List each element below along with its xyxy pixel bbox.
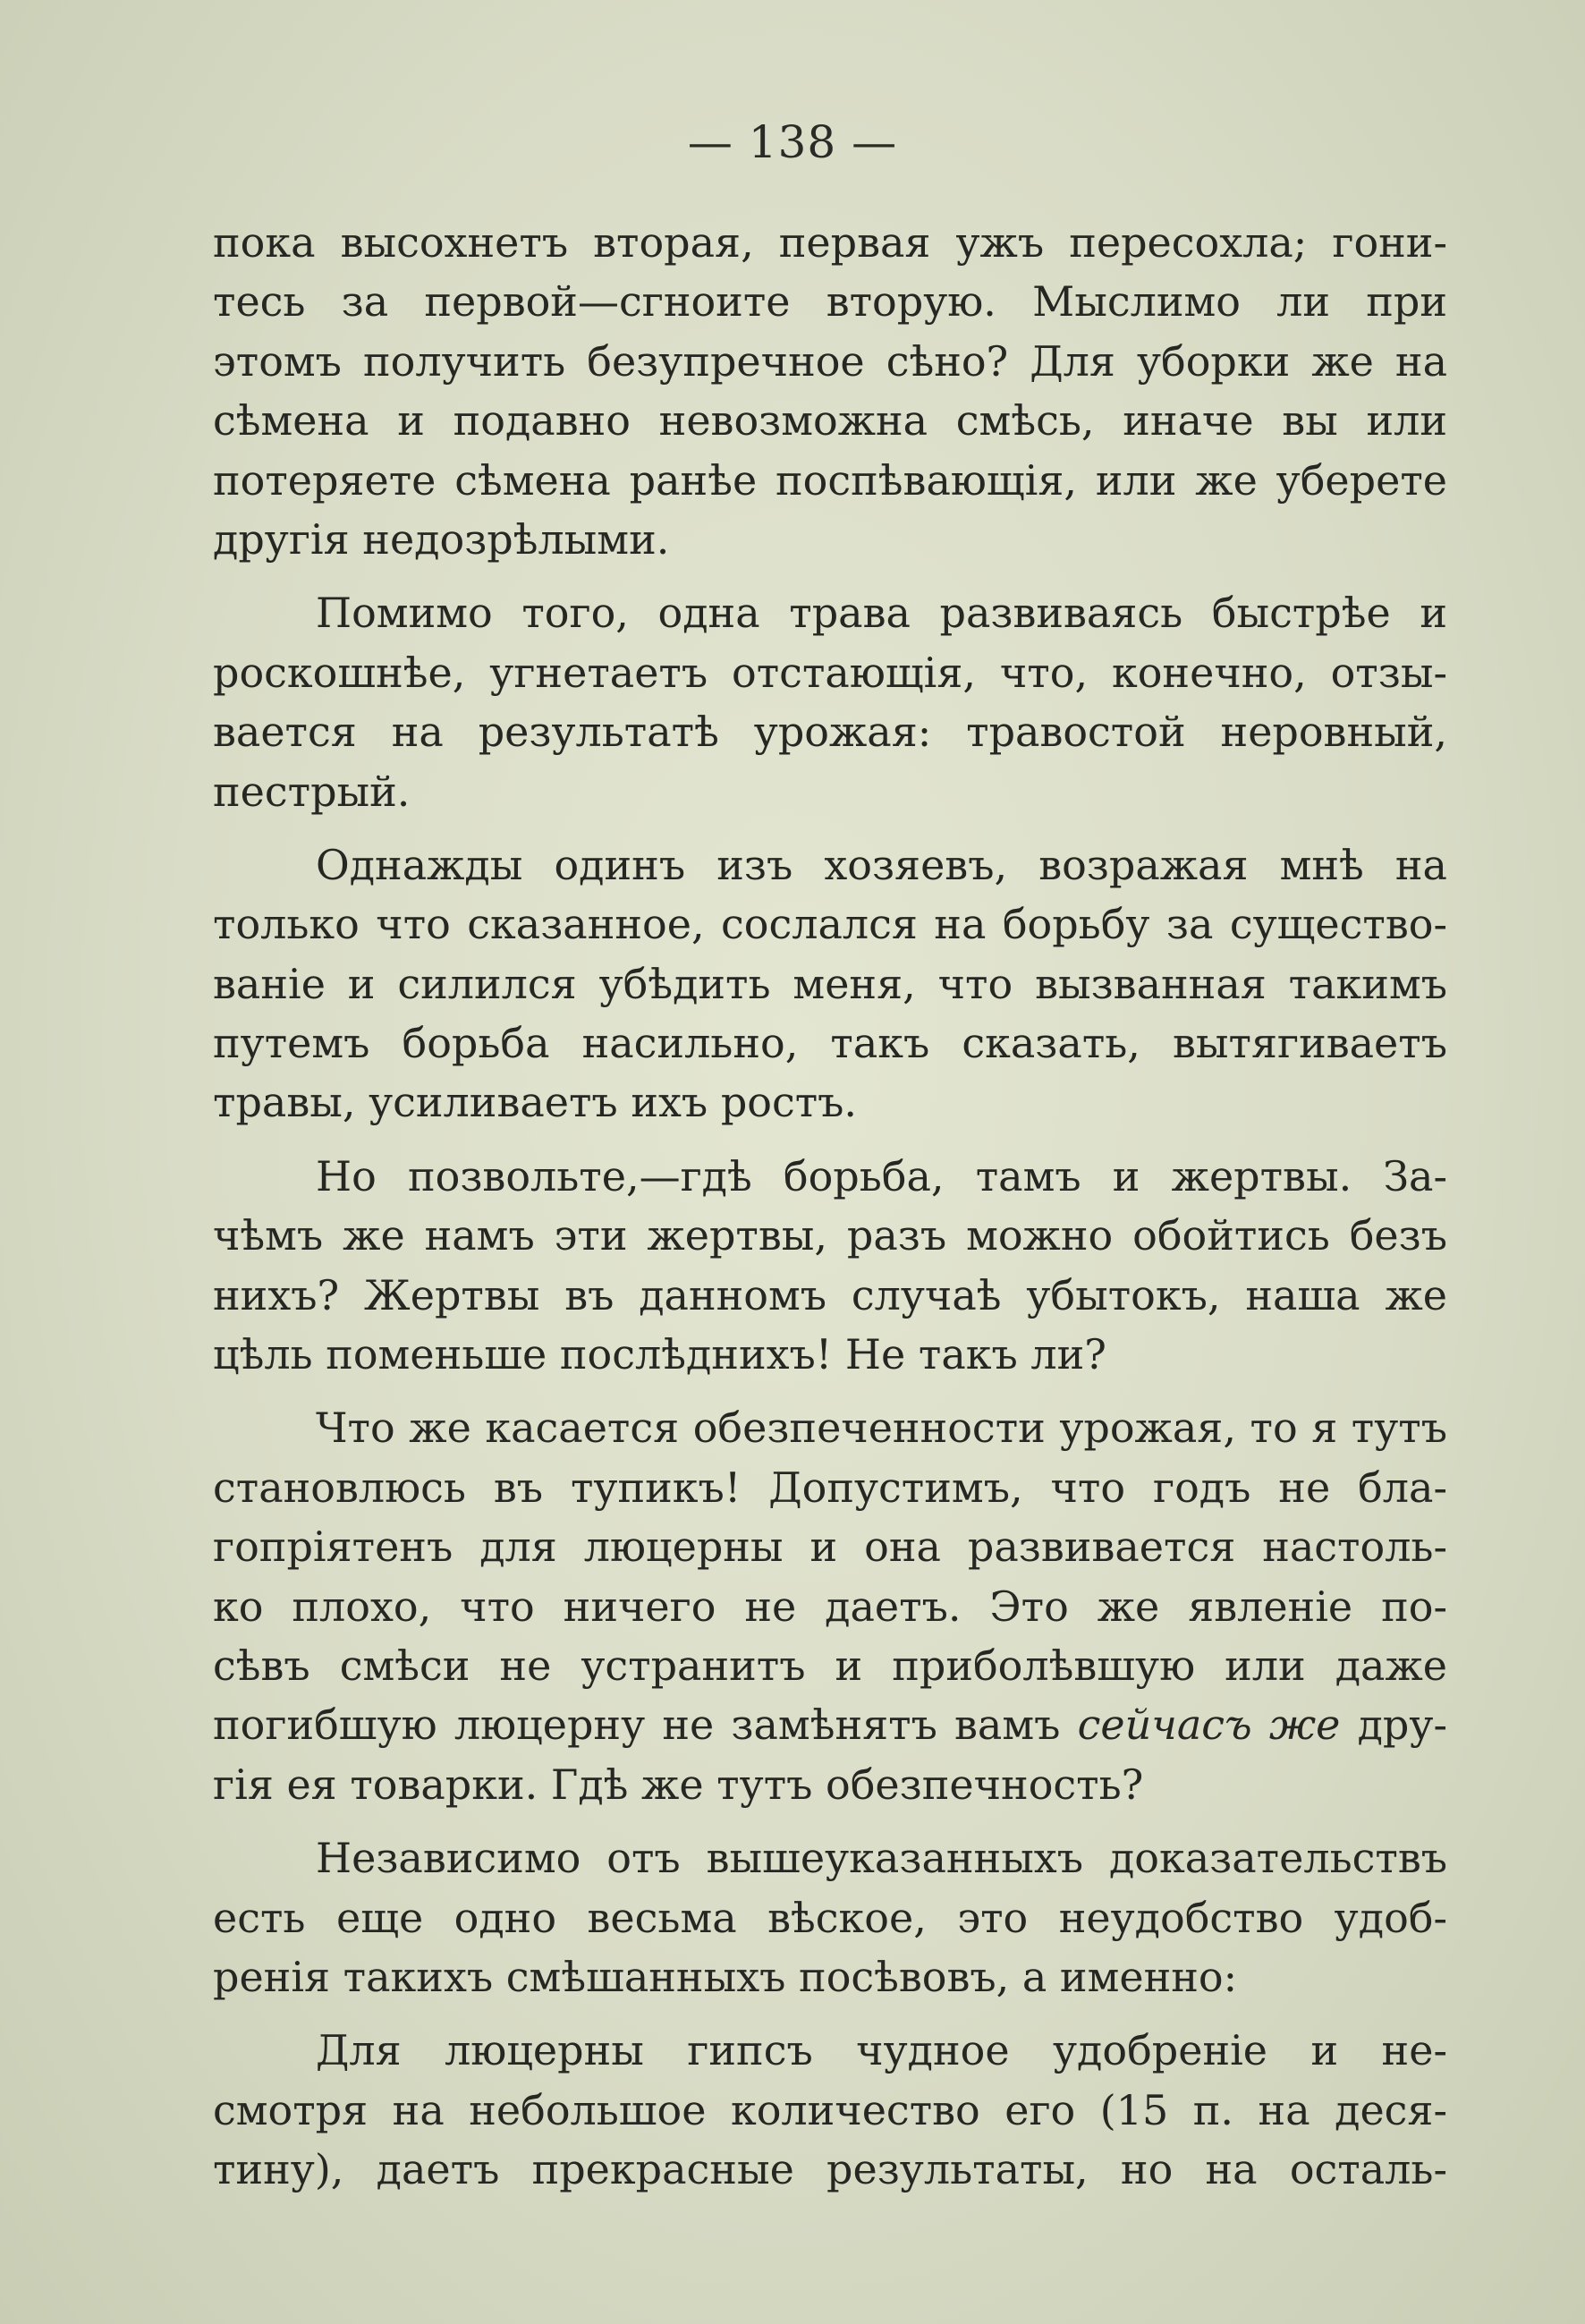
text-line: другія недозрѣлыми. (213, 514, 670, 564)
text-line: сѣмена и подавно невозможна смѣсь, иначе вы или (213, 396, 1447, 445)
page-number: — 138 — (687, 116, 898, 168)
text-line: ваніе и силился убѣдить меня, что вызванная такимъ (213, 959, 1447, 1008)
text-line: смотря на небольшое количество его (15 п. на деся- (213, 2085, 1447, 2134)
text-line: пестрый. (213, 767, 411, 816)
text-segment: дру- (1357, 1701, 1447, 1750)
text-line: роскошнѣе, угнетаетъ отстающія, что, конечно, отзы- (213, 648, 1447, 697)
text-line: тесь за первой—сгноите вторую. Мыслимо ли при (213, 277, 1447, 327)
text-line: Для люцерны гипсъ чудное удобреніе и не- (316, 2026, 1447, 2075)
text-line: травы, усиливаетъ ихъ ростъ. (213, 1078, 858, 1127)
text-line: Независимо отъ вышеуказанныхъ доказательствъ (316, 1834, 1447, 1883)
text-line: ко плохо, что ничего не даетъ. Это же явленіе по- (213, 1582, 1447, 1631)
text-line: вается на результатѣ урожая: травостой неровный, (213, 708, 1447, 757)
text-line: пока высохнетъ вторая, первая ужъ пересохла; гони- (213, 218, 1447, 267)
text-line-with-italic (213, 1695, 1447, 1754)
text-line: потеряете сѣмена ранѣе поспѣвающія, или же уберете (213, 455, 1447, 505)
text-line: Помимо того, одна трава развиваясь быстрѣе и (316, 589, 1447, 638)
text-segment: погибшую люцерну не замѣнятъ вамъ (213, 1701, 1061, 1750)
italic-emphasis: сейчасъ же (1077, 1701, 1341, 1750)
text-line: становлюсь въ тупикъ! Допустимъ, что годъ не бла- (213, 1463, 1447, 1512)
text-line: гія ея товарки. Гдѣ же тутъ обезпечность? (213, 1760, 1144, 1809)
text-line: ренія такихъ смѣшанныхъ посѣвовъ, а именно: (213, 1952, 1238, 2001)
text-line: только что сказанное, сослался на борьбу за существо- (213, 900, 1447, 949)
text-line: Но позвольте,—гдѣ борьба, тамъ и жертвы. За- (316, 1151, 1447, 1200)
text-line: цѣль поменьше послѣднихъ! Не такъ ли? (213, 1330, 1106, 1379)
text-line: нихъ? Жертвы въ данномъ случаѣ убытокъ, наша же (213, 1270, 1447, 1319)
page-body-text (213, 213, 1447, 2200)
text-line: Что же касается обезпеченности урожая, то я тутъ (316, 1404, 1447, 1453)
text-line: Однажды одинъ изъ хозяевъ, возражая мнѣ на (316, 840, 1447, 889)
text-line: есть еще одно весьма вѣское, это неудобство удоб- (213, 1893, 1447, 1942)
text-line: сѣвъ смѣси не устранитъ и приболѣвшую или даже (213, 1641, 1447, 1690)
text-line: гопріятенъ для люцерны и она развивается настоль- (213, 1522, 1447, 1572)
text-line: путемъ борьба насильно, такъ сказать, вытягиваетъ (213, 1019, 1447, 1068)
text-line: этомъ получить безупречное сѣно? Для уборки же на (213, 336, 1447, 386)
text-line: тину), даетъ прекрасные результаты, но на осталь- (213, 2145, 1447, 2194)
text-line: чѣмъ же намъ эти жертвы, разъ можно обойтись безъ (213, 1211, 1447, 1260)
